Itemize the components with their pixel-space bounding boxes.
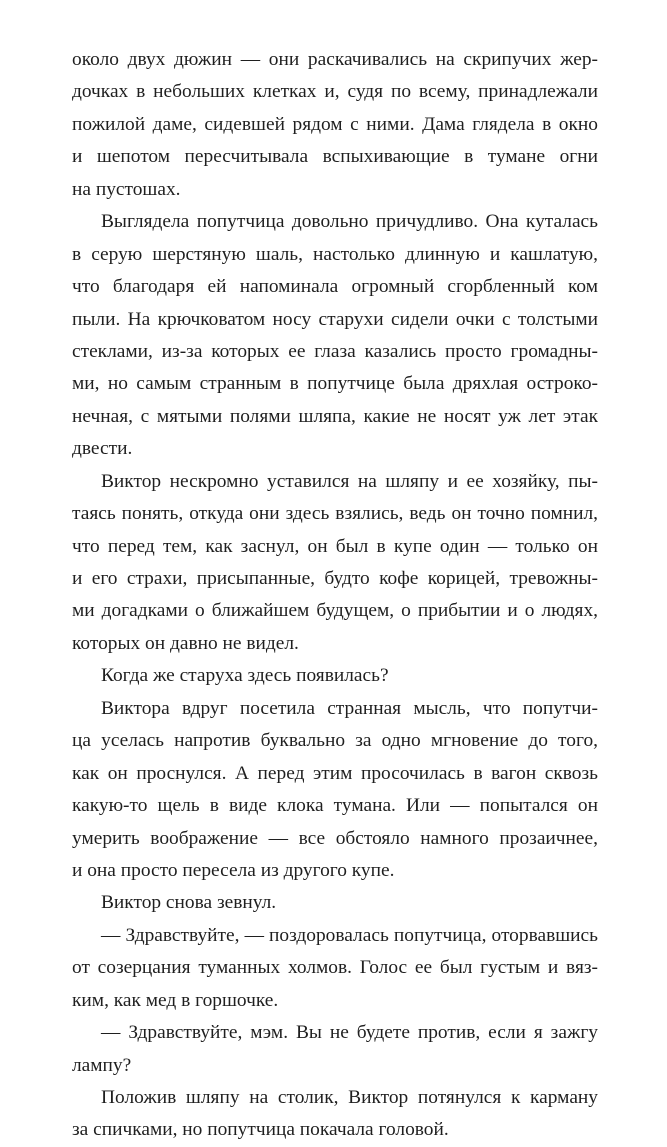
text-line: что благодаря ей напоминала огромный сгорбленный ком	[72, 276, 598, 298]
text-line: около двух дюжин — они раскачивались на скрипучих жер-	[72, 49, 598, 70]
text-line: пыли. На крючковатом носу старухи сидели очки с толстыми	[72, 308, 598, 330]
text-line: ким, как мед в горшочке.	[72, 989, 279, 1011]
text-line: — Здравствуйте, мэм. Вы не будете против, если я зажгу	[101, 1022, 598, 1044]
text-line: от созерцания туманных холмов. Голос ее был густым и вяз-	[72, 957, 598, 979]
text-line: на пустошах.	[72, 178, 181, 200]
text-line: пожилой даме, сидевшей рядом с ними. Дама глядела в окно	[72, 113, 598, 135]
text-line: нечная, с мятыми полями шляпа, какие не носят уж лет этак	[72, 405, 598, 427]
text-line: Виктора вдруг посетила странная мысль, что попутчи-	[101, 697, 598, 719]
text-line: Положив шляпу на столик, Виктор потянулся к карману	[101, 1087, 598, 1108]
text-line: какую-то щель в виде клока тумана. Или — попытался он	[72, 795, 598, 817]
text-line: Виктор нескромно уставился на шляпу и ее хозяйку, пы-	[101, 470, 598, 492]
text-line: за спичками, но попутчица покачала головой.	[72, 1119, 449, 1141]
text-line: таясь понять, откуда они здесь взялись, ведь он точно помнил,	[72, 503, 598, 525]
text-line: двести.	[72, 438, 133, 460]
book-page	[72, 44, 598, 1147]
text-line: и его страхи, присыпанные, будто кофе корицей, тревожны-	[72, 568, 598, 589]
text-line: которых он давно не видел.	[72, 632, 299, 654]
text-line: как он проснулся. А перед этим просочилась в вагон сквозь	[72, 762, 598, 784]
text-line: Выглядела попутчица довольно причудливо. Она куталась	[101, 211, 598, 233]
text-line: — Здравствуйте, — поздоровалась попутчица, оторвавшись	[101, 924, 598, 946]
text-line: стеклами, из-за которых ее глаза казались просто громадны-	[72, 340, 598, 362]
text-line: ми догадками о ближайшем будущем, о прибытии и о людях,	[72, 600, 598, 622]
text-line: Когда же старуха здесь появилась?	[101, 665, 389, 687]
text-line: и она просто пересела из другого купе.	[72, 859, 395, 881]
text-line: ми, но самым странным в попутчице была дряхлая остроко-	[72, 373, 598, 395]
text-line: и шепотом пересчитывала вспыхивающие в тумане огни	[72, 146, 598, 168]
text-line: лампу?	[72, 1054, 132, 1076]
text-line: в серую шерстяную шаль, настолько длинную и кашлатую,	[72, 243, 598, 265]
text-line: умерить воображение — все обстояло намного прозаичнее,	[72, 827, 598, 849]
text-line: дочках в небольших клетках и, судя по всему, принадлежали	[72, 81, 598, 103]
text-line: Виктор снова зевнул.	[101, 892, 277, 914]
text-line: ца уселась напротив буквально за одно мгновение до того,	[72, 730, 598, 752]
text-line: что перед тем, как заснул, он был в купе один — только он	[72, 535, 598, 557]
